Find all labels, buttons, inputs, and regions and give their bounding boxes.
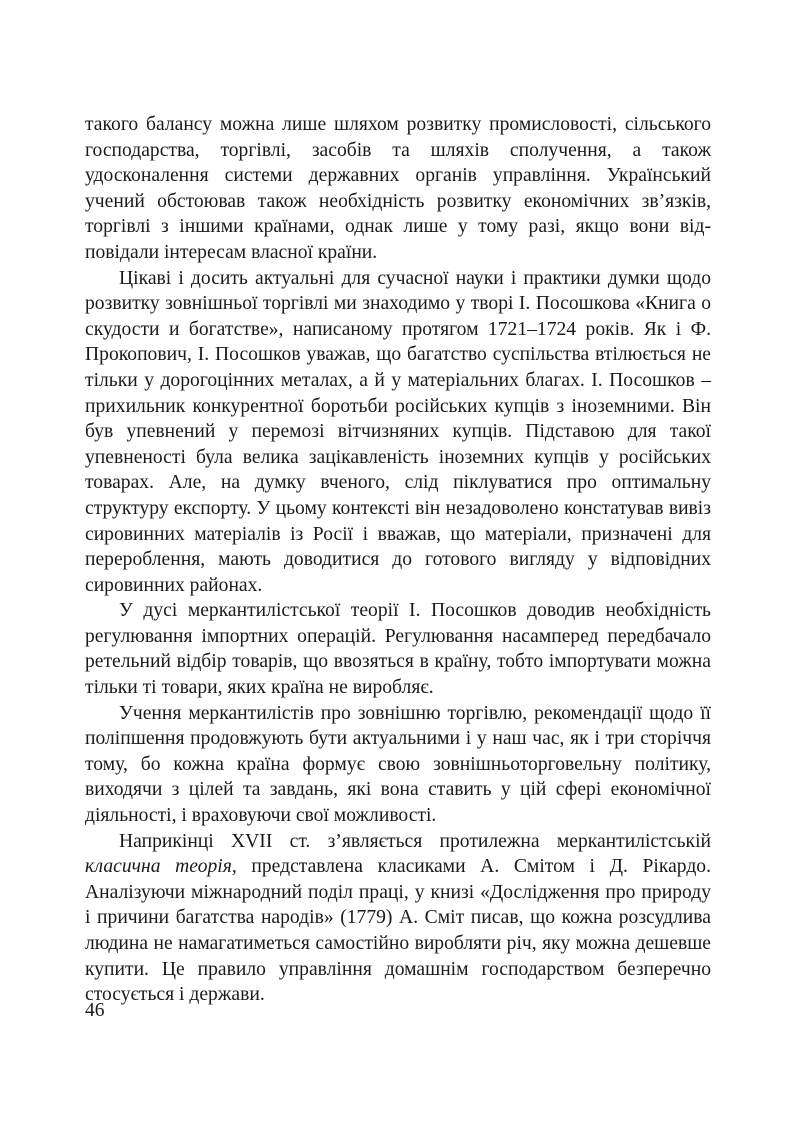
paragraph-5 [85, 829, 711, 1008]
paragraph-3: У дусі меркантилістської теорії І. Посошков доводив необхідність регулювання імпортних операцій. Регулювання насамперед передбачало ретельний відбір товарів, що ввозяться в країну, тобто імпортувати можна тільки ті товари, яких країна не виробляє. [85, 600, 711, 699]
paragraph-5-rest: представлена класиками А. Смітом і Д. Рікардо. Аналізуючи міжнародний поділ праці, у книзі «Дослідження про природу і причини багатства народів» (1779) А. Сміт писав, що кожна розсудлива людина не намагатиметься самостійно виробляти річ, яку можна дешевше купити. Це правило управління домашнім господарством безперечно стосується і держави. [85, 856, 711, 1006]
paragraph-5-lead: Наприкінці XVII ст. з’являється протилежна меркантилістській [119, 830, 711, 852]
paragraph-4: Учення меркантилістів про зовнішню торгівлю, рекомендації щодо її поліпшення продовжують бути актуальними і у наш час, як і три сторіччя тому, бо кожна країна формує свою зовнішньоторговельну політику, виходячи з цілей та завдань, які вона ставить у цій сфері економічної діяльності, і враховуючи свої можливості. [85, 702, 711, 827]
classical-theory-term: класична теорія, [85, 856, 237, 878]
paragraph-1: такого балансу можна лише шляхом розвитку промисловості, сільського господарства, торгівлі, засобів та шляхів сполучення, а також удосконалення системи державних органів управління. Український учений обстоював також необхідність розвитку економічних зв’язків, торгівлі з іншими країнами, однак лише у тому разі, якщо вони відповідали інтересам власної країни. [85, 114, 711, 263]
paragraph-2: Цікаві і досить актуальні для сучасної науки і практики думки щодо розвитку зовнішньої торгівлі ми знаходимо у творі І. Посошкова «Книга о скудости и богатстве», написаному протягом 1721–1724 років. Як і Ф. Прокопович, І. Посошков уважав, що багатство суспільства втілюється не тільки у дорогоцінних металах, а й у матеріальних благах. І. Посошков – прихильник конкурентної боротьби російських купців з іноземними. Він був упевнений у перемозі вітчизняних купців. Підставою для такої упевненості була велика зацікавленість іноземних купців у російських товарах. Але, на думку вченого, слід піклуватися про оптимальну структуру експорту. У цьому контексті він незадоволено констатував вивіз сировинних матеріалів із Росії і вважав, що матеріали, призначені для перероблення, мають доводитися до готового вигляду у відповідних сировинних районах. [85, 267, 711, 596]
page-number: 46 [85, 1000, 105, 1021]
page-body [85, 112, 711, 1008]
